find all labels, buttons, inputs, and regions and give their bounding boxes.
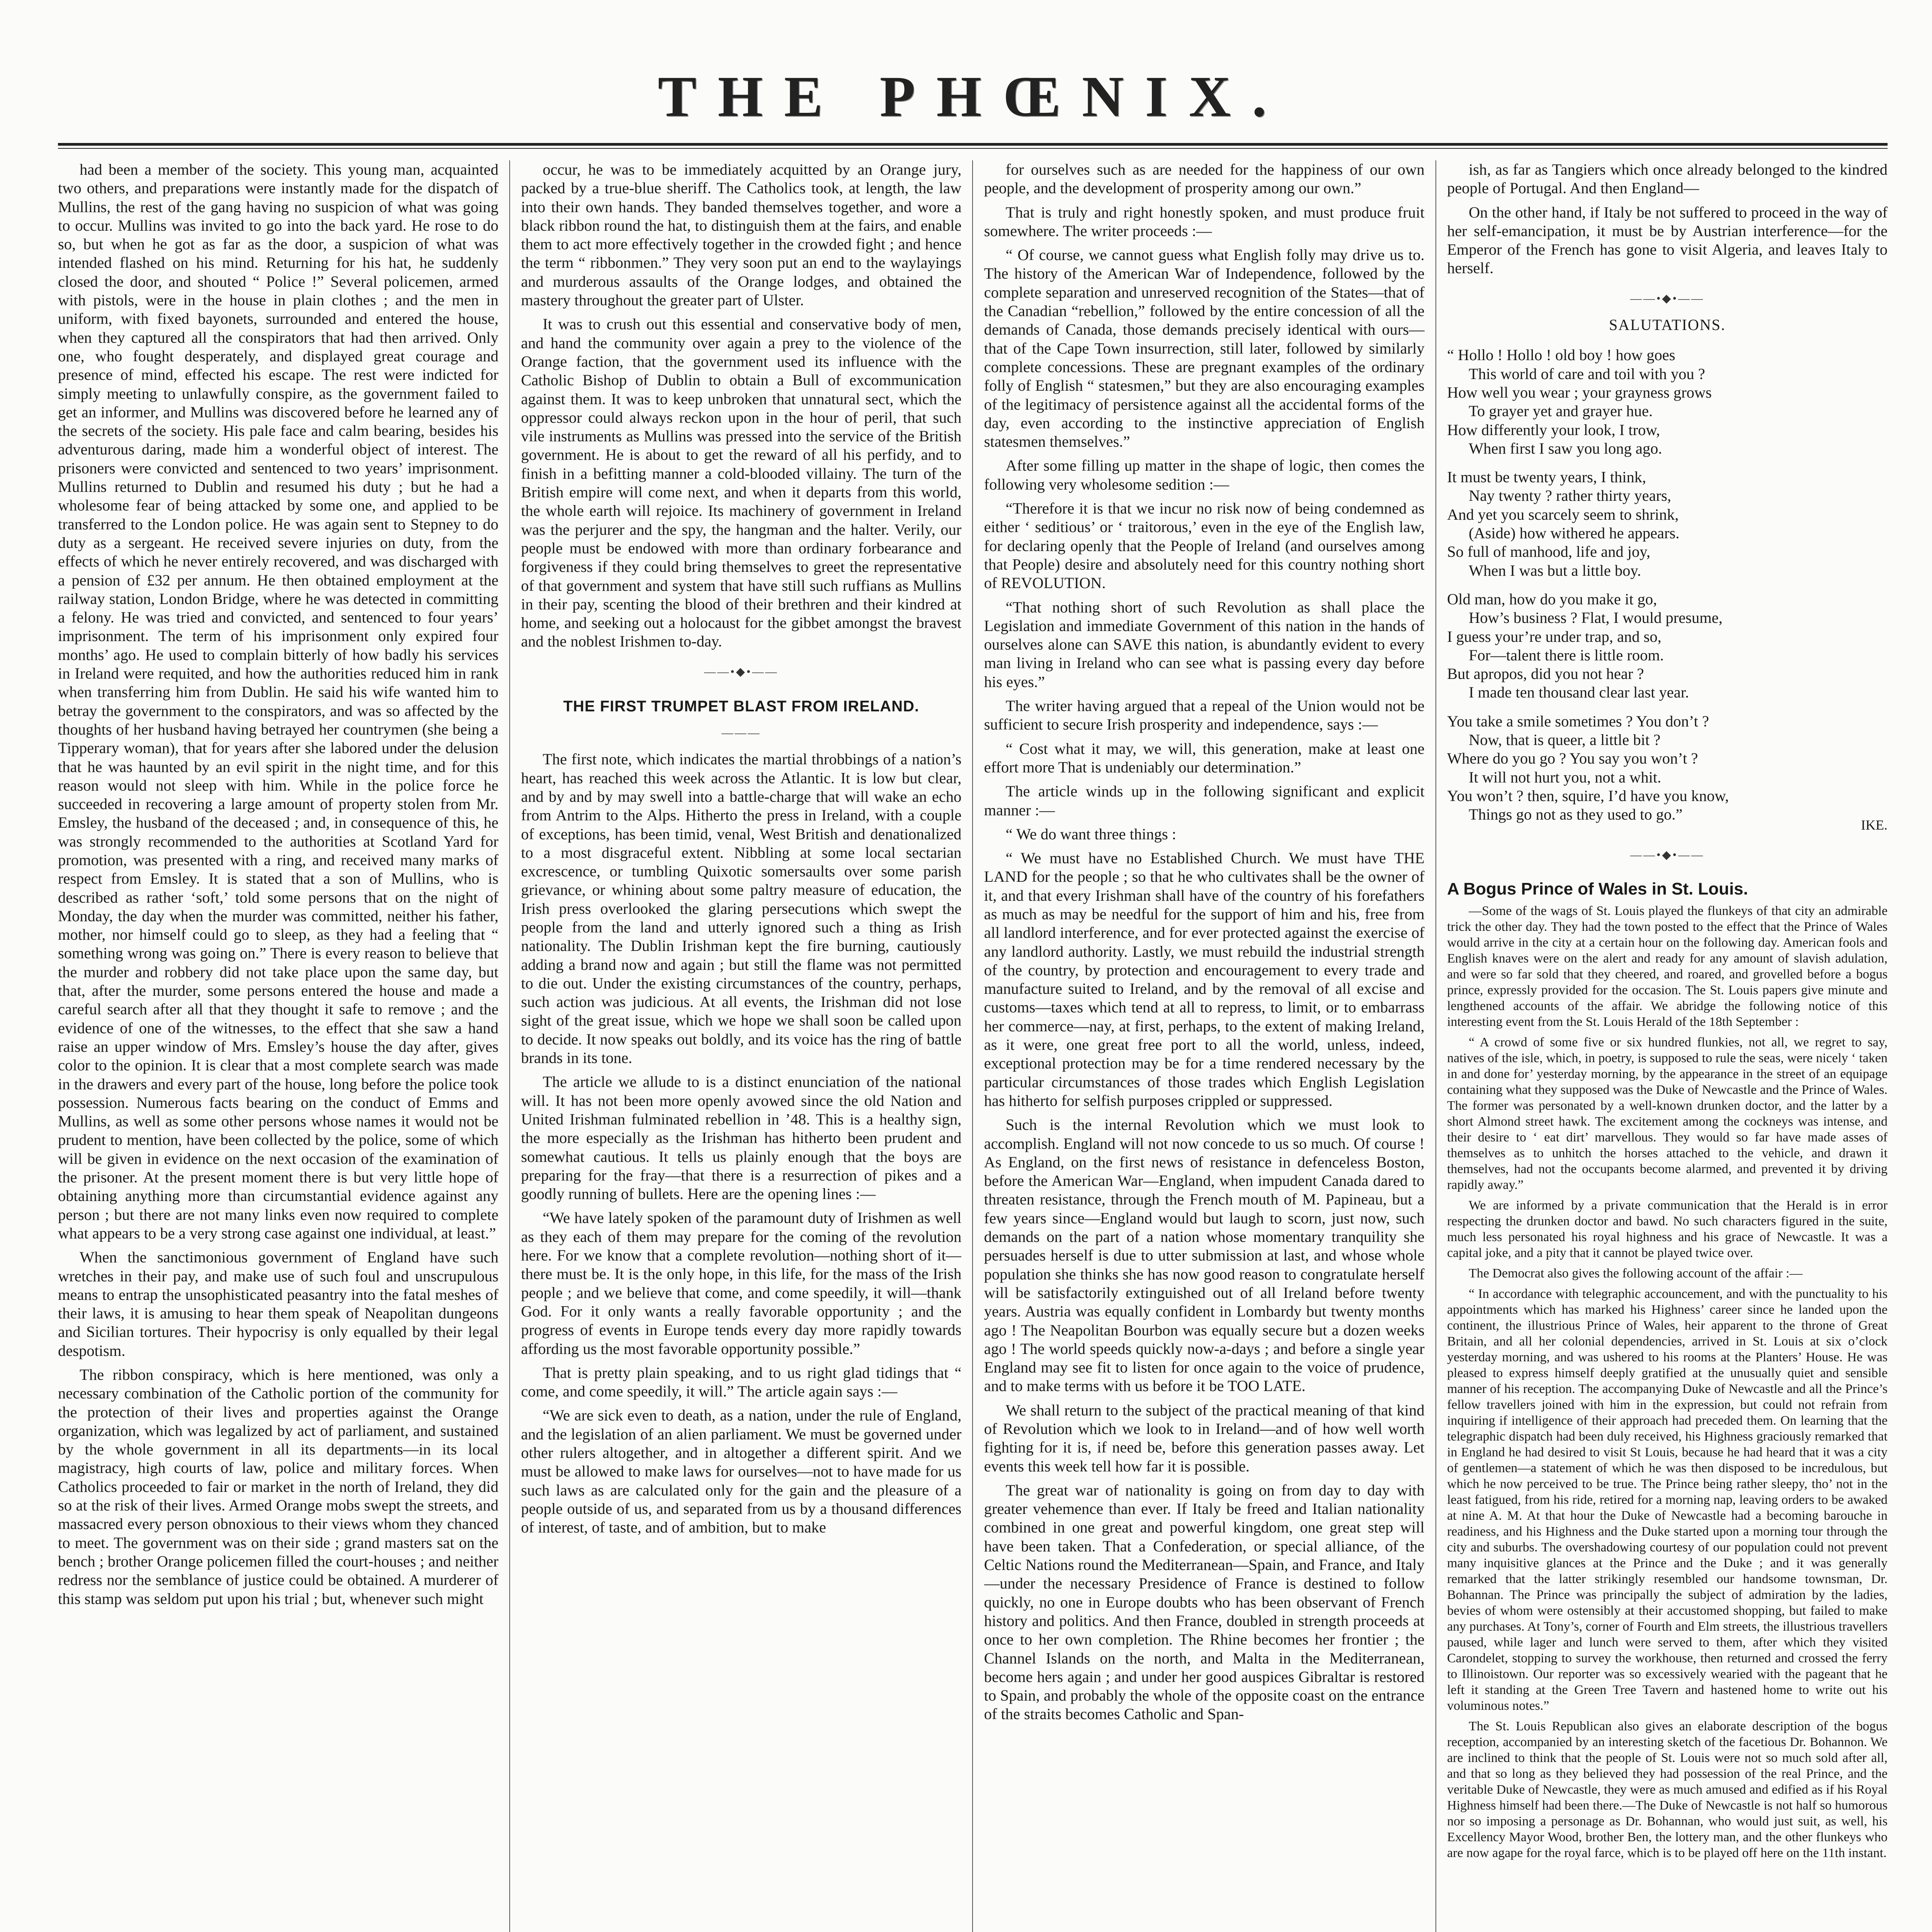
paragraph: The great war of nationality is going on from day to day with greater vehemence than ever. If Italy be freed and Italian nationality combined in one great and powerful kingdom, one great step will have been taken. That a Confederation, or special alliance, of the Celtic Nations round the Mediterranean—Spain, and France, and Italy—under the necessary Presidence of France is destined to follow quickly, no one in Europe doubts who has been observant of French history and politics. And then France, doubled in strength proceeds at once to her own completion. The Rhine becomes her frontier ; the Channel Islands on the north, and Malta in the Mediterranean, become hers again ; and under her good auspices Gibraltar is restored to Spain, and probably the whole of the opposite coast on the entrance of the straits becomes Catholic and Span-: [984, 1481, 1425, 1723]
poem-line: It will not hurt you, not a whit.: [1468, 768, 1662, 786]
paragraph: The Democrat also gives the following account of the affair :—: [1468, 1266, 1803, 1281]
poem-stanza: [1447, 590, 1888, 702]
masthead-rule: [58, 143, 1888, 149]
poem-line: Now, that is queer, a little bit ?: [1468, 731, 1661, 749]
paragraph: We shall return to the subject of the practical meaning of that kind of Revolution which we look to in Ireland—and of how well worth fighting for it is, if need be, before this generation passes away. Let events this week tell how far it is possible.: [984, 1401, 1425, 1475]
column-4-article: [1447, 903, 1888, 1861]
separator: ——•◆•——: [704, 665, 779, 678]
poem-line: You won’t ? then, squire, I’d have you know,: [1447, 787, 1729, 804]
paragraph: “Therefore it is that we incur no risk now of being condemned as either ‘ seditious’ or ‘ traitorous,’ even in the eye of the English law, for declaring openly that the People of Ireland (and ourselves among that People) desire and absolutely need for this country nothing short of REVOLUTION.: [984, 500, 1425, 592]
heading-rule: ———: [721, 726, 761, 740]
paragraph: The writer having argued that a repeal of the Union would not be sufficient to secure Irish prosperity and independence, says :—: [984, 697, 1425, 733]
poem-title: SALUTATIONS.: [1609, 316, 1726, 334]
paragraph: “ We must have no Established Church. We must have THE LAND for the people ; so that he who cultivates shall be the owner of it, and that every Irishman shall have of the country of his forefathers as much as may be needful for the support of him and his, free from all landlord interference, and for ever protected against the exercise of any landlord authority. Lastly, we must rebuild the industrial strength of the country, by protection and encouragement to every trade and manufacture suited to Ireland, and by the removal of all excise and customs—taxes which tend at all to repress, to limit, or to embarrass her commerce—nay, at first, perhaps, to the extent of making Ireland, as it were, one great free port to all the world, unless, indeed, exceptional protection may be for a time rendered necessary by the particular circumstances of those trades which English Legislation has hitherto for selfish purposes crippled or suppressed.: [984, 849, 1425, 1109]
poem-line: This world of care and toil with you ?: [1468, 365, 1705, 383]
poem-line: Old man, how do you make it go,: [1447, 590, 1657, 608]
poem-stanza: [1447, 346, 1888, 458]
paragraph: The first note, which indicates the martial throbbings of a nation’s heart, has reached this week across the Atlantic. It is low but clear, and by and by may swell into a battle-charge that will wake an echo from Antrim to the Alps. Hitherto the press in Ireland, with a couple of exceptions, has been timid, venal, West British and denationalized to a most disgraceful extent. Nibbling at some local sectarian excrescence, or tumbling Quixotic somersaults over some parish grievance, or whining about some paltry measure of education, the Irish press overlooked the glaring persecutions which swept the people from the land and utterly ignored such a thing as Irish nationality. The Dublin Irishman kept the fire burning, cautiously adding a brand now and again ; but still the flame was not permitted to die out. Under the existing circumstances of the country, perhaps, such action was judicious. At all events, the Irishman did not lose sight of the great issue, which we hope we shall soon be called upon to decide. It now speaks out boldly, and its voice has the ring of battle brands in its tone.: [521, 750, 962, 1067]
column-divider: [1435, 160, 1436, 1932]
poem-line: For—talent there is little room.: [1468, 646, 1664, 664]
poem-line: And yet you scarcely seem to shrink,: [1447, 505, 1679, 523]
poem-line: How differently your look, I trow,: [1447, 421, 1660, 439]
poem: [1447, 346, 1888, 824]
column-4: [1447, 160, 1888, 1932]
paragraph: “ We do want three things :: [1005, 825, 1177, 843]
poem-line: “ Hollo ! Hollo ! old boy ! how goes: [1447, 346, 1675, 364]
column-2-bottom: [521, 750, 961, 1537]
columns: [58, 160, 1888, 1932]
paragraph: That is truly and right honestly spoken, and must produce fruit somewhere. The writer proceeds :—: [984, 203, 1425, 240]
paragraph: The article winds up in the following significant and explicit manner :—: [984, 782, 1425, 819]
article-subheading: A Bogus Prince of Wales in St. Louis.: [1447, 879, 1748, 899]
paragraph: After some filling up matter in the shape of logic, then comes the following very wholesome sedition :—: [984, 457, 1425, 493]
paragraph: “ A crowd of some five or six hundred flunkies, not all, we regret to say, natives of the isle, which, in poetry, is supposed to rule the seas, were nicely ‘ taken in and done for’ yesterday morning, by the appearance in the street of an equipage containing what they supposed was the Duke of Newcastle and the Prince of Wales. The former was personated by a well-known drunken doctor, and the latter by a short Almond street hawk. The excitement among the cockneys was intense, and their desire to ‘ eat dirt’ marvellous. They would so far have made asses of themselves as to unhitch the horses attached to the vehicle, and drawn it themselves, had not the occupants become alarmed, and prevented it by driving rapidly away.”: [1447, 1035, 1888, 1192]
paragraph: That is pretty plain speaking, and to us right glad tidings that “ come, and come speedily, it will.” The article again says :—: [521, 1364, 962, 1400]
poem-line: I made ten thousand clear last year.: [1468, 684, 1689, 701]
separator: ——•◆•——: [1630, 848, 1704, 861]
column-1: [58, 160, 498, 1932]
paragraph: occur, he was to be immediately acquitted by an Orange jury, packed by a true-blue sheriff. The Catholics took, at length, the law into their own hands. They banded themselves together, and wore a black ribbon round the hat, to distinguish them at the fairs, and enable them to act more effectively together in the crowded fight ; and hence the term “ ribbonmen.” They very soon put an end to the waylayings and murderous assaults of the Orange lodges, and obtained the mastery throughout the greater part of Ulster.: [521, 161, 962, 309]
poem-line: When I was but a little boy.: [1468, 561, 1641, 579]
poem-line: How’s business ? Flat, I would presume,: [1468, 609, 1723, 627]
poem-signature: IKE.: [1861, 817, 1888, 833]
masthead-title: THE PHŒNIX.: [658, 65, 1288, 129]
poem-line: How well you wear ; your grayness grows: [1447, 383, 1712, 401]
paragraph: “ Of course, we cannot guess what English folly may drive us to. The history of the American War of Independence, followed by the complete separation and unreserved recognition of the States—that of the Canadian “rebellion,” followed by the entire concession of all the demands of Canada, those demands precisely identical with ours—that of the Cape Town insurrection, still later, followed by similarly complete concessions. These are pregnant examples of the ordinary folly of English “ statesmen,” but they are also encouraging examples of the legitimacy of persistence against all the accidental forms of the day, even according to the instinctive appreciation of English statesmen themselves.”: [984, 246, 1425, 451]
paragraph: The St. Louis Republican also gives an elaborate description of the bogus reception, accompanied by an interesting sketch of the facetious Dr. Bohannon. We are inclined to think that the people of St. Louis were not so much sold after all, and that so long as they believed they had possession of the real Prince, and the veritable Duke of Newcastle, they were as much amused and edified as if his Royal Highness himself had been there.—The Duke of Newcastle is not half so humorous nor so imposing a personage as Dr. Bohannan, who would just suit, as well, his Excellency Mayor Wood, brother Ben, the lottery man, and the other flunkeys who are now agape for the royal farce, which is to be played off here on the 11th instant.: [1447, 1719, 1888, 1861]
poem-line: When first I saw you long ago.: [1468, 439, 1662, 457]
paragraph: We are informed by a private communication that the Herald is in error respecting the drunken doctor and bawd. No such characters figured in the suite, much less personated his royal highness and his grace of Newcastle. It was a capital joke, and a pity that it cannot be played twice over.: [1447, 1198, 1888, 1260]
separator: ——•◆•——: [1630, 292, 1704, 305]
poem-line: Nay twenty ? rather thirty years,: [1468, 487, 1671, 505]
column-4-top: [1447, 160, 1888, 278]
column-divider: [972, 160, 973, 1932]
column-divider: [509, 160, 510, 1932]
poem-stanza: [1447, 468, 1888, 580]
paragraph: for ourselves such as are needed for the happiness of our own people, and the development of prosperity among our own.”: [984, 161, 1425, 197]
poem-line: You take a smile sometimes ? You don’t ?: [1447, 712, 1709, 730]
paragraph: —Some of the wags of St. Louis played the flunkeys of that city an admirable trick the other day. They had the town posted to the effect that the Prince of Wales would arrive in the city at a certain hour on the following day. American fools and English knaves were on the alert and ready for any amount of slavish adulation, and were so far sold that they cheered, and roared, and grovelled before a bogus prince, expressly provided for the occasion. The St. Louis papers give minute and lengthened accounts of the affair. We abridge the following notice of this interesting event from the St. Louis Herald of the 18th September :: [1447, 904, 1888, 1029]
paragraph: “That nothing short of such Revolution as shall place the Legislation and immediate Government of this nation in the hands of ourselves alone can SAVE this nation, is abundantly evident to every man living in Ireland who can see what is passing every day before his eyes.”: [984, 598, 1425, 690]
paragraph: The article we allude to is a distinct enunciation of the national will. It has not been more openly avowed since the old Nation and United Irishman fulminated rebellion in ’48. This is a healthy sign, the more especially as the Irishman has hitherto been prudent and somewhat cautious. It tells us plainly enough that the boys are preparing for the fray—that there is a resurrection of pikes and a goodly running of bullets. Here are the opening lines :—: [521, 1073, 962, 1203]
paragraph: had been a member of the society. This young man, acquainted two others, and preparations were instantly made for the dispatch of Mullins, the rest of the gang having no suspicion of what was going to occur. Mullins was invited to go into the back yard. He rose to do so, but when he got as far as the door, a suspicion of what was intended flashed on his mind. Returning for his hat, he suddenly closed the door, and shouted “ Police !” Several policemen, armed with pistols, were in the house in plain clothes ; and the men in uniform, with fixed bayonets, surrounded and entered the house, when they captured all the conspirators that had then arrived. Only one, who fought desperately, and displayed great courage and presence of mind, effected his escape. The rest were indicted for simply meeting to unlawfully conspire, as the government failed to get an informer, and Mullins was discovered before he learned any of the secrets of the society. His pale face and calm bearing, besides his adventurous daring, made him a wonderful object of interest. The prisoners were convicted and sentenced to two years’ imprisonment. Mullins returned to Dublin and resumed his duty ; but he had a wholesome fear of being attacked by some one, and applied to be transferred to the London police. He was again sent to Stepney to do duty as a sergeant. He received severe injuries on duty, from the effects of which he never entirely recovered, and was discharged with a pension of £32 per annum. He then obtained employment at the railway station, London Bridge, where he was detected in committing a felony. He was tried and convicted, and sentenced to four years’ imprisonment. The term of his imprisonment only expired four months’ ago. He used to complain bitterly of how badly his services in Ireland were requited, and how the authorities reduced him in rank when transferring him from Dublin. He said his wife wanted him to betray the government to the conspirators, and was so affected by the thoughts of her husband having betrayed her countrymen (she being a Tipperary woman), that for years after she labored under the delusion that he was haunted by an evil spirit in the night time, and for this reason would not sleep with him. While in the police force he succeeded in recovering a large amount of property stolen from Mr. Emsley, the husband of the deceased ; and, in consequence of this, he was strongly recommended to the authorities at Scotland Yard for promotion, was presented with a ring, and received many marks of respect from Emsley. It is stated that a son of Mullins, who is described as rather ‘soft,’ told some persons that on the night of Monday, the day when the murder was committed, neither his father, mother, nor himself could go to sleep, as they had a feeling that “ something wrong was going on.” There is every reason to believe that the murder and robbery did not take place upon the same day, but that, after the murder, some persons entered the house and made a careful search after all that they thought it safe to remove ; and the evidence of one of the witnesses, to the effect that she saw a hand raise an upper window of Mrs. Emsley’s house the day after, gives color to the opinion. It is clear that a most complete search was made in the drawers and every part of the house, long before the police took possession. Numerous facts bearing on the conduct of Emms and Mullins, as well as some other persons whose names it would not be prudent to mention, have been collected by the police, some of which will be given in evidence on the next occasion of the examination of the prisoner. At the present moment there is but very little hope of obtaining anything more than circumstantial evidence against any person ; but there are not many links even now required to complete what appears to be a very strong case against one individual, at least.”: [58, 161, 498, 1242]
paragraph: The ribbon conspiracy, which is here mentioned, was only a necessary combination of the Catholic portion of the community for the protection of their lives and properties against the Orange organization, which was legalized by act of parliament, and sustained by the whole government in all its departments—in its local magistracy, high courts of law, police and military forces. When Catholics proceeded to fair or market in the north of Ireland, they did so at the risk of their lives. Armed Orange mobs swept the streets, and massacred every person obnoxious to their views whom they chanced to meet. The government was on their side ; grand masters sat on the bench ; brother Orange policemen filled the court-houses ; and neither redress nor the semblance of justice could be obtained. A murderer of this stamp was seldom put upon his trial ; but, whenever such might: [58, 1366, 498, 1607]
paragraph: ish, as far as Tangiers which once already belonged to the kindred people of Portugal. And then England—: [1447, 161, 1888, 197]
poem-line: I guess your’re under trap, and so,: [1447, 628, 1662, 645]
poem-line: (Aside) how withered he appears.: [1468, 524, 1680, 542]
poem-line: Where do you go ? You say you won’t ?: [1447, 750, 1698, 767]
paragraph: On the other hand, if Italy be not suffered to proceed in the way of her self-emancipation, it must be by Austrian interference—for the Emperor of the French has gone to visit Algeria, and leaves Italy to herself.: [1447, 203, 1888, 277]
paragraph: “ In accordance with telegraphic accouncement, and with the punctuality to his appointments which has marked his Highness’ career since he landed upon the continent, the illustrious Prince of Wales, heir apparent to the throne of Great Britain, and all her colonial dependencies, arrived in St. Louis at six o’clock yesterday morning, and was ushered to his rooms at the Planters’ House. He was pleased to express himself deeply gratified at the unusually quiet and sensible manner of his reception. The accompanying Duke of Newcastle and all the Prince’s fellow travellers joined with him in the expression, but could not refrain from inquiring if intelligence of their approach had preceded them. On learning that the telegraphic dispatch had been duly received, his Highness graciously remarked that in England he had desired to visit St Louis, because he had heard that it was a city of gentlemen—a statement of which he was then disposed to be incredulous, but which he now perceived to be true. The Prince being rather sleepy, tho’ not in the least fatigued, from his ride, retired for a morning nap, leaving orders to be awaked at nine A. M. At that hour the Duke of Newcastle had a becoming barouche in readiness, and his Highness and the Duke started upon a morning tour through the city and suburbs. The overshadowing courtesy of our population could not prevent many inquisitive glances at the Prince and the Duke ; and it was generally remarked that the latter strikingly resembled our handsome townsman, Dr. Bohannan. The Prince was principally the subject of admiration by the ladies, bevies of whom were ostensibly at their accustomed shopping, but failed to make any purchases. At Tony’s, corner of Fourth and Elm streets, the illustrious travellers paused, while lager and lunch were served to them, after which they visited Carondelet, stopping to survey the workhouse, then returned and crossed the ferry to Illinoistown. Our reporter was so excessively wearied with the pageant that he left it standing at the Green Tree Tavern and hastened home to write out his voluminous notes.”: [1447, 1287, 1888, 1713]
paragraph: It was to crush out this essential and conservative body of men, and hand the community over again a prey to the violence of the Orange faction, that the government used its influence with the Catholic Bishop of Dublin to obtain a Bull of excommunication against them. It was to keep unbroken that unnatural sect, which the oppressor could always reckon upon in the hour of peril, that such vile instruments as Mullins was pressed into the service of the British government. He is about to get the reward of all his perfidy, and to finish in a befitting manner a cold-blooded villainy. The turn of the British empire will come next, and when it departs from this world, the whole earth will rejoice. Its machinery of government in Ireland was the perjurer and the spy, the hangman and the halter. Verily, our people must be endowed with more than ordinary forbearance and forgiveness if they could bring themselves to greet the representative of that government and system that have still such ruffians as Mullins in their pay, scenting the blood of their brethren and their kindred at home, and seeking out a holocaust for the gibbet amongst the bravest and the noblest Irishmen to-day.: [521, 315, 962, 650]
column-3: [984, 160, 1425, 1932]
paragraph: When the sanctimonious government of England have such wretches in their pay, and make use of such foul and unscrupulous means to entrap the unsophisticated peasantry into the fatal meshes of their laws, it is amusing to hear them speak of Neapolitan dungeons and Sicilian tortures. Their hypocrisy is only equalled by their legal despotism.: [58, 1248, 498, 1359]
paragraph: Such is the internal Revolution which we must look to accomplish. England will not now concede to us so much. Of course ! As England, on the first news of resistance in defenceless Boston, before the American War—England, when impudent Canada dared to threaten resistance, through the French mouth of M. Papineau, but a few years since—England would but laugh to scorn, just now, such demands on the part of a nation whose momentary tranquility she persuades herself is due to utter submission at last, and whose whole population she thinks she has now good reason to congratulate herself will be satisfactorily extinguished out of all Ireland before twenty years. Austria was equally confident in Lombardy but twenty months ago ! The Neapolitan Bourbon was equally secure but a dozen weeks ago ! The world speeds quickly now-a-days ; and before a single year England may see fit to listen for once again to the voice of prudence, and to make terms with us before it be TOO LATE.: [984, 1116, 1425, 1395]
article-heading: THE FIRST TRUMPET BLAST FROM IRELAND.: [563, 698, 920, 715]
poem-stanza: [1447, 712, 1888, 824]
paragraph: “We are sick even to death, as a nation, under the rule of England, and the legislation of an alien parliament. We must be governed under other rulers altogether, and in altogether a different spirit. And we must be allowed to make laws for ourselves—not to have made for us such laws as are calculated only for the gain and the pleasure of a people outside of us, and separated from us by a thousand differences of interest, of taste, and of ambition, but to make: [521, 1406, 962, 1536]
paragraph: “ Cost what it may, we will, this generation, make at least one effort more That is undeniably our determination.”: [984, 740, 1425, 776]
poem-line: To grayer yet and grayer hue.: [1468, 402, 1653, 420]
poem-line: Things go not as they used to go.”: [1468, 806, 1683, 823]
column-2: [521, 160, 961, 1932]
poem-line: It must be twenty years, I think,: [1447, 468, 1646, 486]
poem-line: So full of manhood, life and joy,: [1447, 543, 1650, 561]
poem-line: But apropos, did you not hear ?: [1447, 665, 1644, 683]
column-2-top: [521, 160, 961, 651]
paragraph: “We have lately spoken of the paramount duty of Irishmen as well as they each of them may prepare for the coming of the revolution here. For we know that a complete revolution—nothing short of it—there must be. It is the only hope, in this life, for the mass of the Irish people ; and we believe that come, and come speedily, it will—thank God. For it only wants a really favorable opportunity ; and the progress of events in Europe tends every day more rapidly towards affording us the most favorable opportunity possible.”: [521, 1209, 962, 1357]
